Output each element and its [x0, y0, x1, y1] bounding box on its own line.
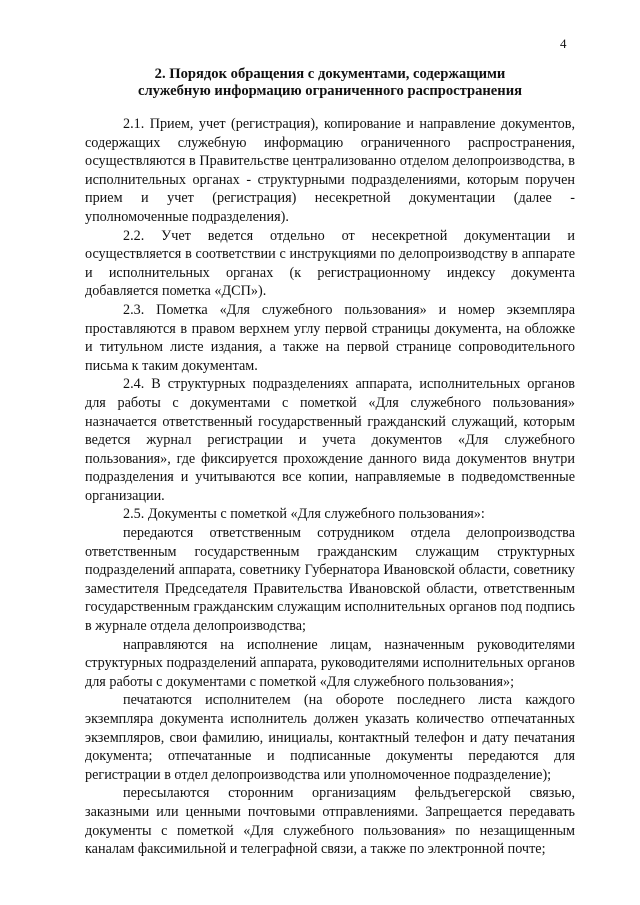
paragraph-2-4: 2.4. В структурных подразделениях аппарата, исполнительных органов для работы с документами с пометкой «Для служебного пользования» назначается ответственный государственный гражданский служащий, которым ведется журнал регистрации и учета документов «Для служебного пользования», где фиксируется прохождение данного вида документов внутри подразделения и учитываются все копии, направляемые в подведомственные организации.: [85, 376, 575, 504]
section-heading-line-1: 2. Порядок обращения с документами, содержащими: [154, 66, 506, 82]
list-item-execution: направляются на исполнение лицам, назначенным руководителями структурных подразделений аппарата, руководителями исполнительных органов для работы с документами с пометкой «Для служебного пользования»;: [85, 636, 575, 690]
list-item-transfer: передаются ответственным сотрудником отдела делопроизводства ответственным государственным гражданским служащим структурных подразделений аппарата, советнику Губернатора Ивановской области, советнику заместителя Председателя Правительства Ивановской области, ответственным государственным гражданским служащим исполнительных органов под подпись в журнале отдела делопроизводства;: [85, 525, 575, 635]
paragraph-2-3: 2.3. Пометка «Для служебного пользования» и номер экземпляра проставляются в правом верхнем углу первой страницы документа, на обложке и титульном листе издания, а также на первой странице сопроводительного письма к таким документам.: [85, 301, 575, 374]
paragraph-2-5: 2.5. Документы с пометкой «Для служебного пользования»:: [123, 506, 485, 523]
document-body: [85, 115, 575, 859]
paragraph-2-1: 2.1. Прием, учет (регистрация), копирование и направление документов, содержащих служебную информацию ограниченного распространения, осуществляются в Правительстве централизованно отделом делопроизводства, в исполнительных органах - структурными подразделениями, которым поручен прием и учет (регистрация) несекретной документации (далее - уполномоченные подразделения).: [85, 116, 575, 225]
section-heading-line-2: служебную информацию ограниченного распространения: [137, 83, 523, 99]
list-item-printing: печатаются исполнителем (на обороте последнего листа каждого экземпляра документа исполнитель должен указать количество отпечатанных экземпляров, свои фамилию, инициалы, контактный телефон и дату печатания документа; отпечатанные и подписанные документы передаются для регистрации в отдел делопроизводства или уполномоченное подразделение);: [85, 692, 575, 783]
list-item-sending: пересылаются сторонним организациям фельдъегерской связью, заказными или ценными почтовыми отправлениями. Запрещается передавать документы с пометкой «Для служебного пользования» по незащищенным каналам факсимильной и телеграфной связи, а также по электронной почте;: [85, 785, 575, 858]
section-heading: [85, 66, 575, 100]
paragraph-2-2: 2.2. Учет ведется отдельно от несекретной документации и осуществляется в соответствии с инструкциями по делопроизводству в аппарате и исполнительных органах (к регистрационному индексу документа добавляется пометка «ДСП»).: [85, 227, 575, 300]
page-number: 4: [560, 36, 567, 51]
